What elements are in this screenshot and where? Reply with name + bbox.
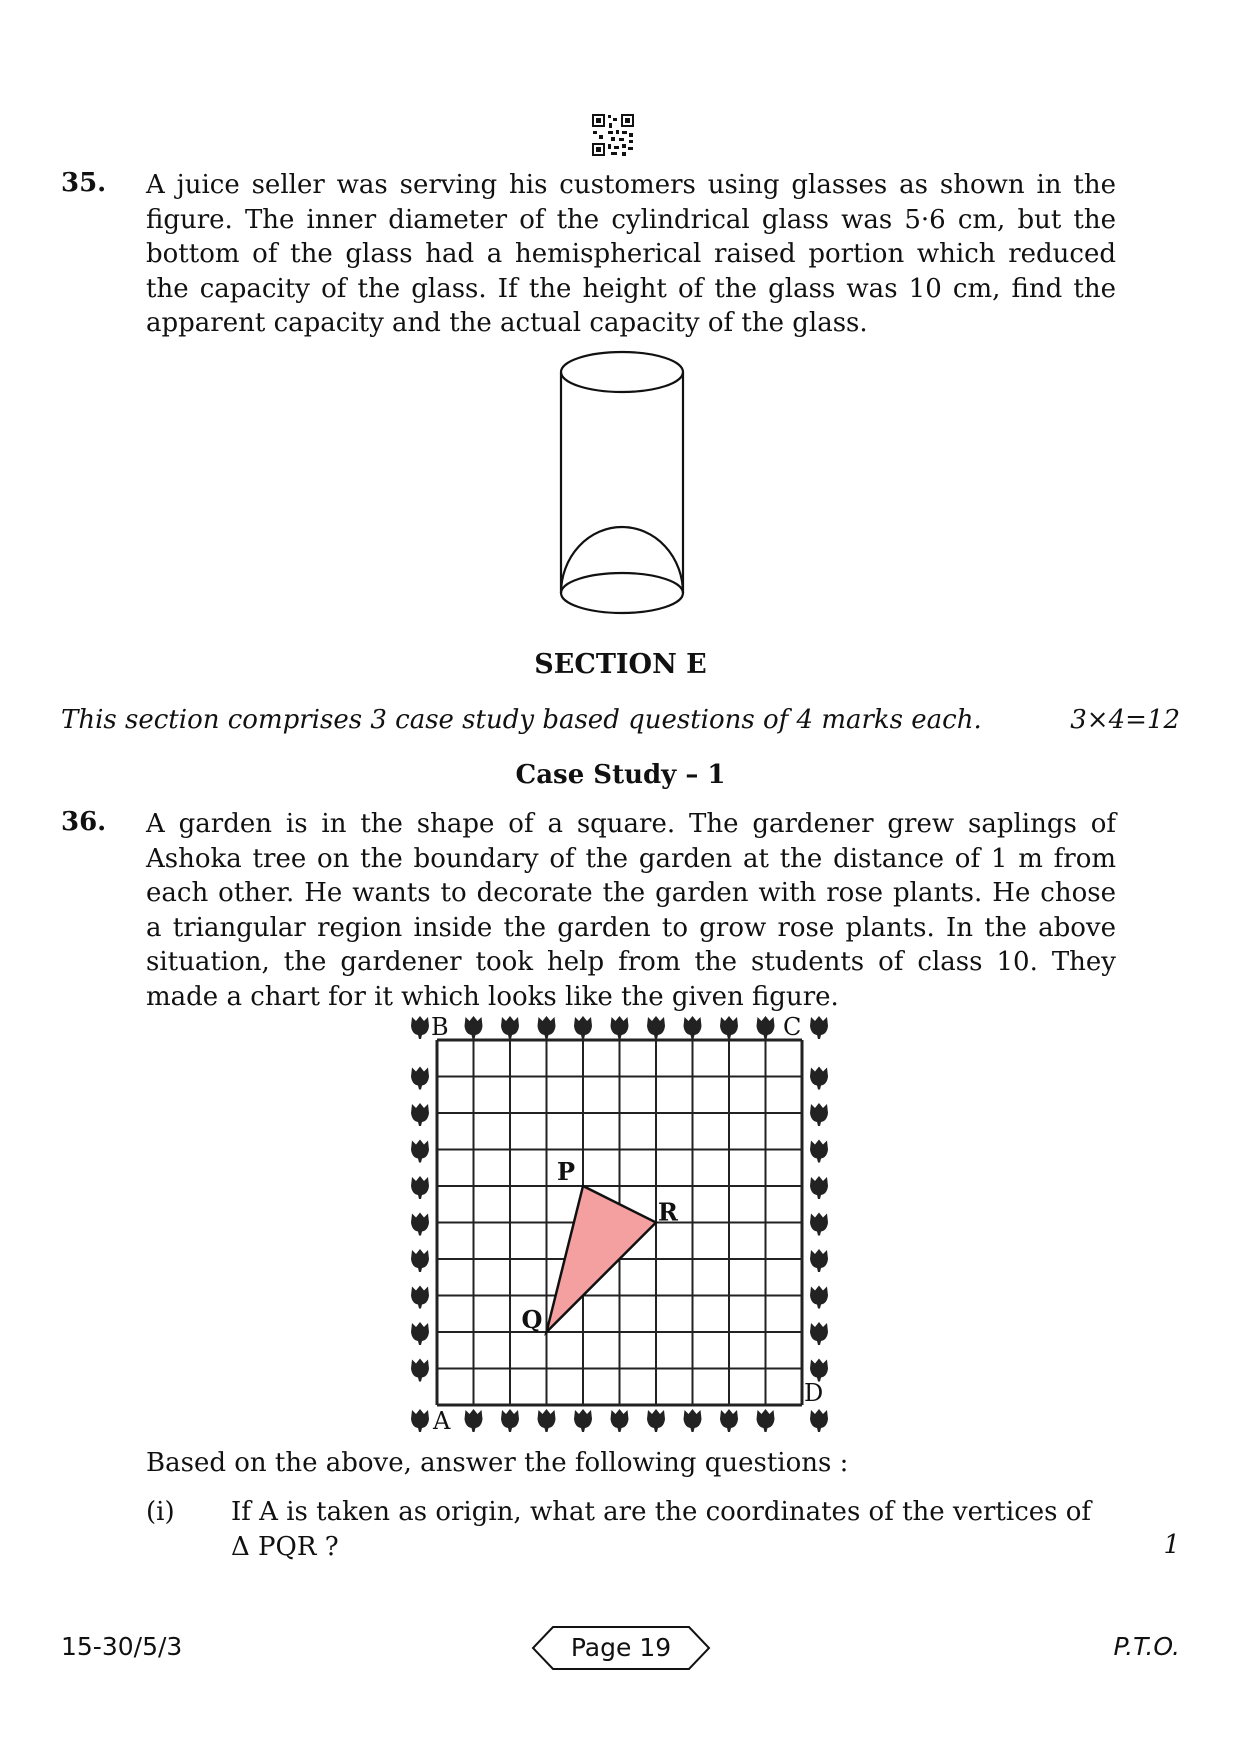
tree-icon xyxy=(810,1067,828,1090)
pto-label: P.T.O. xyxy=(1113,1632,1180,1661)
tree-icon xyxy=(538,1016,556,1039)
sub-question-i-text: If A is taken as origin, what are the coordinates of the vertices of xyxy=(231,1497,1092,1527)
tree-icon xyxy=(810,1322,828,1345)
tree-icon xyxy=(720,1016,738,1039)
sub-question-marks: 1 xyxy=(1163,1530,1180,1560)
vertex-label-r: R xyxy=(658,1197,678,1227)
paper-code: 15-30/5/3 xyxy=(61,1632,183,1661)
vertex-label-q: Q xyxy=(521,1305,543,1334)
tree-icon xyxy=(810,1016,828,1039)
tree-icon xyxy=(647,1409,665,1432)
corner-label-a: A xyxy=(433,1407,451,1435)
section-description: This section comprises 3 case study based questions of 4 marks each. xyxy=(61,705,982,735)
sub-question-label: (i) xyxy=(146,1497,175,1527)
garden-grid-figure xyxy=(390,1005,850,1445)
tree-icon xyxy=(810,1140,828,1163)
tree-icon xyxy=(810,1213,828,1236)
section-marks: 3×4=12 xyxy=(1070,705,1180,735)
tree-icon xyxy=(574,1409,592,1432)
tree-icon xyxy=(501,1016,519,1039)
vertex-label-p: P xyxy=(557,1157,576,1186)
tree-icon xyxy=(411,1359,429,1382)
tree-icon xyxy=(757,1016,775,1039)
tree-icon xyxy=(684,1409,702,1432)
sub-question-i-text-2: Δ PQR ? xyxy=(231,1532,339,1562)
cylindrical-glass-figure xyxy=(552,348,692,620)
tree-icon xyxy=(411,1016,429,1039)
question-number: 35. xyxy=(61,168,107,198)
tree-icon xyxy=(411,1286,429,1309)
tree-icon xyxy=(538,1409,556,1432)
section-title: SECTION E xyxy=(534,649,707,680)
question-35-text: A juice seller was serving his customers using glasses as shown in the figure. The inner diameter of the cylindrical glass was 5·6 cm, but the bottom of the glass had a hemispherical raised portion which reduced the capacity of the glass. If the height of the glass was 10 cm, find the apparent capacity and the actual capacity of the glass. xyxy=(146,170,1116,338)
tree-icon xyxy=(810,1286,828,1309)
page-number: Page 19 xyxy=(570,1633,672,1662)
tree-icon xyxy=(810,1249,828,1272)
tree-icon xyxy=(684,1016,702,1039)
tree-icon xyxy=(411,1103,429,1126)
tree-icon xyxy=(501,1409,519,1432)
tree-icon xyxy=(810,1409,828,1432)
tree-icon xyxy=(757,1409,775,1432)
tree-icon xyxy=(720,1409,738,1432)
tree-icon xyxy=(411,1213,429,1236)
tree-icon xyxy=(411,1322,429,1345)
question-number: 36. xyxy=(61,807,107,837)
corner-label-d: D xyxy=(804,1379,824,1407)
tree-icon xyxy=(810,1103,828,1126)
tree-icon xyxy=(810,1176,828,1199)
questions-prompt: Based on the above, answer the following questions : xyxy=(146,1448,849,1478)
tree-icon xyxy=(465,1016,483,1039)
tree-icon xyxy=(411,1409,429,1432)
page-number-box xyxy=(531,1625,711,1671)
tree-icon xyxy=(465,1409,483,1432)
tree-icon xyxy=(411,1176,429,1199)
tree-icon xyxy=(611,1016,629,1039)
corner-label-b: B xyxy=(431,1013,449,1041)
tree-icon xyxy=(411,1067,429,1090)
corner-label-c: C xyxy=(783,1013,802,1041)
tree-icon xyxy=(574,1016,592,1039)
tree-icon xyxy=(411,1249,429,1272)
qr-code-icon xyxy=(591,113,635,157)
question-36-text: A garden is in the shape of a square. The gardener grew saplings of Ashoka tree on the boundary of the garden at the distance of 1 m from each other. He wants to decorate the garden with rose plants. He chose a triangular region inside the garden to grow rose plants. In the above situation, the gardener took help from the students of class 10. They made a chart for it which looks like the given figure. xyxy=(146,809,1116,1012)
case-study-title: Case Study – 1 xyxy=(515,760,726,790)
tree-icon xyxy=(647,1016,665,1039)
tree-icon xyxy=(611,1409,629,1432)
tree-icon xyxy=(411,1140,429,1163)
